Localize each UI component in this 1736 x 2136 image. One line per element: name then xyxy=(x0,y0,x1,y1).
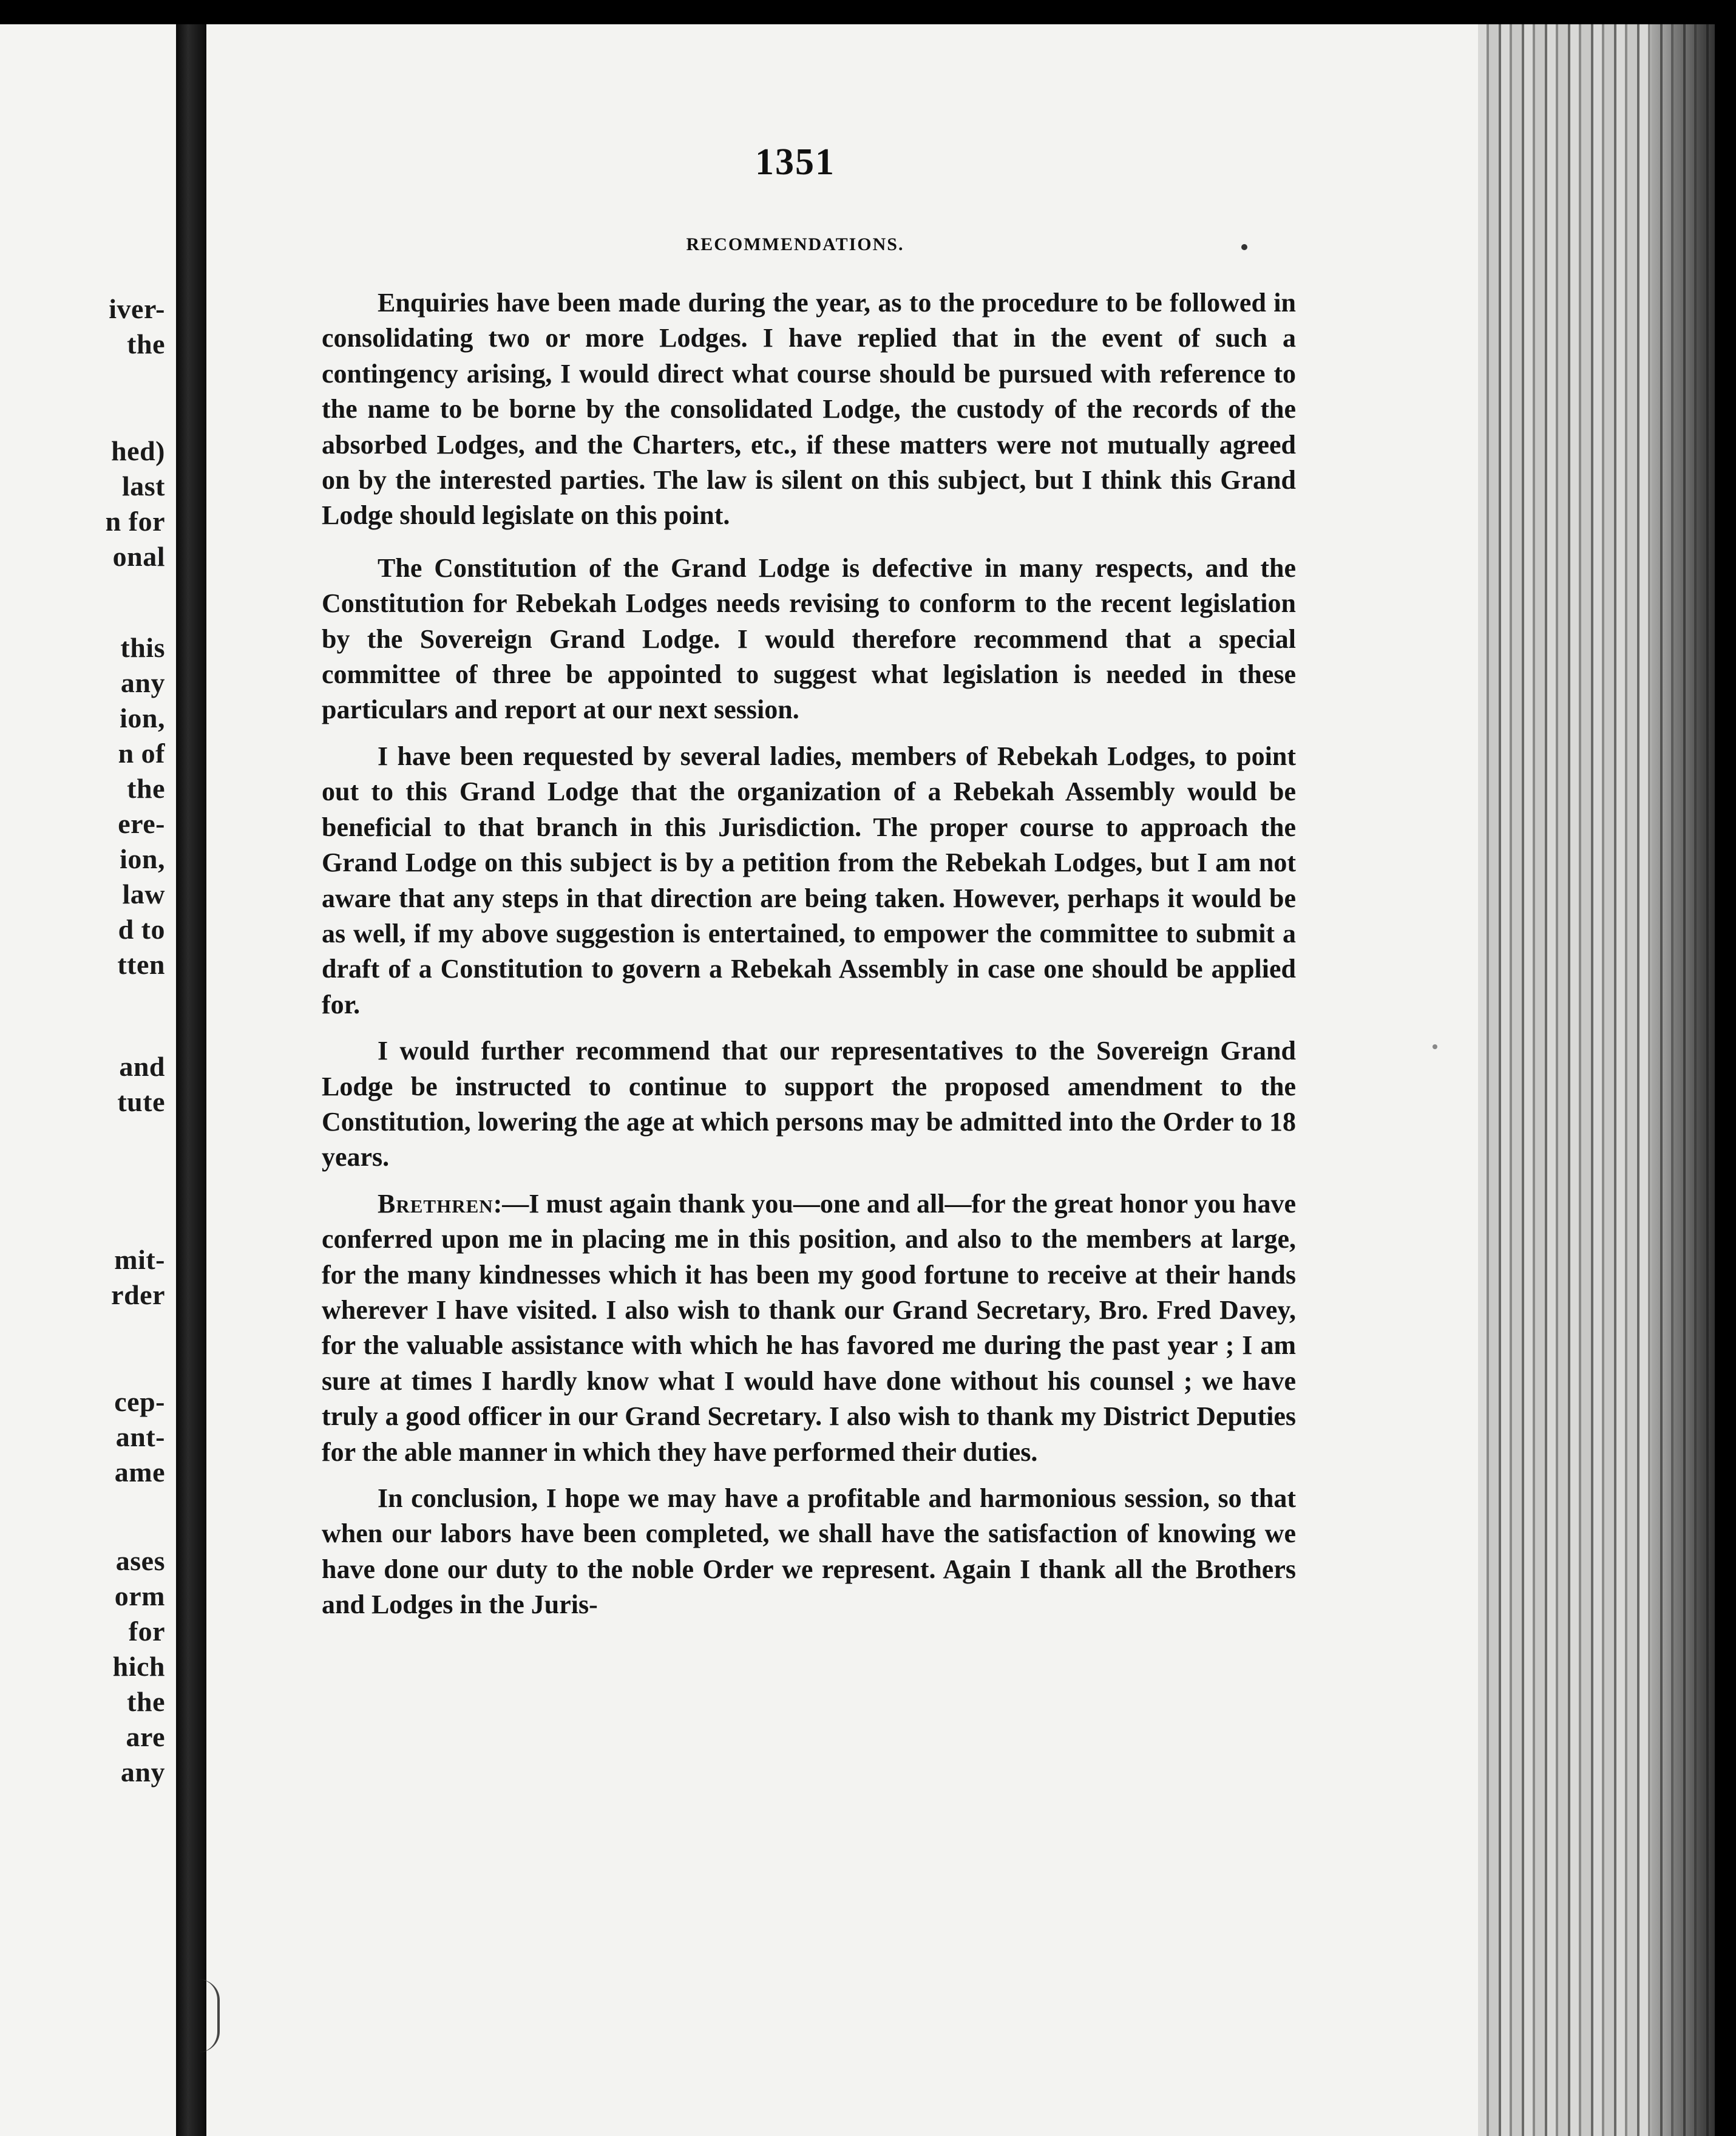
left-page-fragment: n of xyxy=(118,738,165,769)
left-page-fragment: tten xyxy=(117,949,165,980)
left-page-fragment: tute xyxy=(117,1086,165,1117)
left-page-fragment: are xyxy=(126,1721,165,1752)
left-page-fragment: ant- xyxy=(115,1421,165,1452)
left-page-fragment: hed) xyxy=(111,435,165,466)
left-facing-page xyxy=(0,24,176,2136)
left-page-fragment: for xyxy=(128,1616,165,1647)
body-text xyxy=(322,285,1296,1634)
left-page-fragment: onal xyxy=(112,541,165,572)
left-page-fragment: any xyxy=(120,1757,165,1787)
left-page-fragment: last xyxy=(122,471,165,502)
page-number: 1351 xyxy=(755,141,835,183)
paragraph: I have been requested by several ladies, members of Rebekah Lodges, to point out to this Grand Lodge that the organization of a Rebekah Assembly would be beneficial to that branch in this Jurisdiction. The proper course to approach the Grand Lodge on this subject is by a petition from the Rebekah Lodges, but I am not aware that any steps in that direction are being taken. However, perhaps it would be as well, if my above suggestion is entertained, to empower the committee to submit a draft of a Constitution to govern a Rebekah Assembly in case one should be applied for. xyxy=(322,741,1296,1019)
left-page-fragment: ame xyxy=(114,1457,165,1488)
paragraph: Enquiries have been made during the year, as to the procedure to be followed in consolidating two or more Lodges. I have replied that in the event of such a contingency arising, I would direct what course should be pursued with reference to the name to be borne by the consolidated Lodge, the custody of the records of the absorbed Lodges, and the Charters, etc., if these matters were not mutually agreed on by the interested parties. The law is silent on this subject, but I think this Grand Lodge should legislate on this point. xyxy=(322,288,1296,531)
section-heading: RECOMMENDATIONS. xyxy=(686,234,904,254)
scan-border-top xyxy=(0,0,1736,24)
paragraph-conclusion: In conclusion, I hope we may have a profitable and harmonious session, so that when our labors have been completed, we shall have the satisfaction of knowing we have done our duty to the noble Order we represent. Again I thank all the Brothers and Lodges in the Juris- xyxy=(322,1483,1296,1620)
left-page-fragment: orm xyxy=(114,1580,165,1611)
left-page-fragment: rder xyxy=(111,1279,165,1310)
left-page-fragment: any xyxy=(120,667,165,698)
brethren-text: :—I must again thank you—one and all—for the great honor you have conferred upon me in placing me in this position, and also to the members at large, for the many kindnesses which it has been my good fortune to receive at their hands wherever I have visited. I also wish to thank our Grand Secretary, Bro. Fred Davey, for the valuable assistance with which he has favored me during the past year ; I am sure at times I hardly know what I would have done without his counsel ; we have truly a good officer in our Grand Secretary. I also wish to thank my District Deputies for the able manner in which they have performed their duties. xyxy=(322,1188,1296,1467)
scan-border-right xyxy=(1715,0,1736,2136)
left-page-fragment: law xyxy=(122,879,165,910)
paragraph-brethren xyxy=(322,1186,1296,1470)
left-page-fragment: cep- xyxy=(114,1386,165,1417)
left-page-fragment: d to xyxy=(118,914,165,945)
left-page-fragment: n for xyxy=(105,506,165,537)
left-page-fragment: the xyxy=(127,1686,165,1717)
left-page-fragment: the xyxy=(127,328,165,359)
left-page-fragment: mit- xyxy=(114,1244,165,1275)
scan-artifact-mark xyxy=(199,1979,220,2052)
left-page-fragment: this xyxy=(120,632,165,663)
left-page-fragment: ere- xyxy=(118,808,165,839)
left-page-fragment: ion, xyxy=(120,702,165,733)
print-speck xyxy=(1241,244,1247,250)
left-page-fragment: hich xyxy=(112,1651,165,1682)
page-edges-shadow xyxy=(1651,24,1715,2136)
left-page-fragment: ion, xyxy=(120,843,165,874)
paragraph: I would further recommend that our representatives to the Sovereign Grand Lodge be instructed to continue to support the proposed amendment to the Constitution, lowering the age at which persons may be admitted into the Order to 18 years. xyxy=(322,1036,1296,1172)
paragraph: The Constitution of the Grand Lodge is defective in many respects, and the Constitution for Rebekah Lodges needs revising to conform to the recent legislation by the Sovereign Grand Lodge. I would therefore recommend that a special committee of three be appointed to suggest what legislation is needed in these particulars and report at our next session. xyxy=(322,553,1296,725)
left-page-fragment: and xyxy=(119,1051,165,1082)
left-page-fragment: iver- xyxy=(109,293,165,324)
left-page-fragment: the xyxy=(127,773,165,804)
left-page-fragment: ases xyxy=(115,1545,165,1576)
brethren-lead: Brethren xyxy=(378,1188,493,1219)
book-gutter xyxy=(176,24,206,2136)
print-speck xyxy=(1433,1044,1437,1049)
